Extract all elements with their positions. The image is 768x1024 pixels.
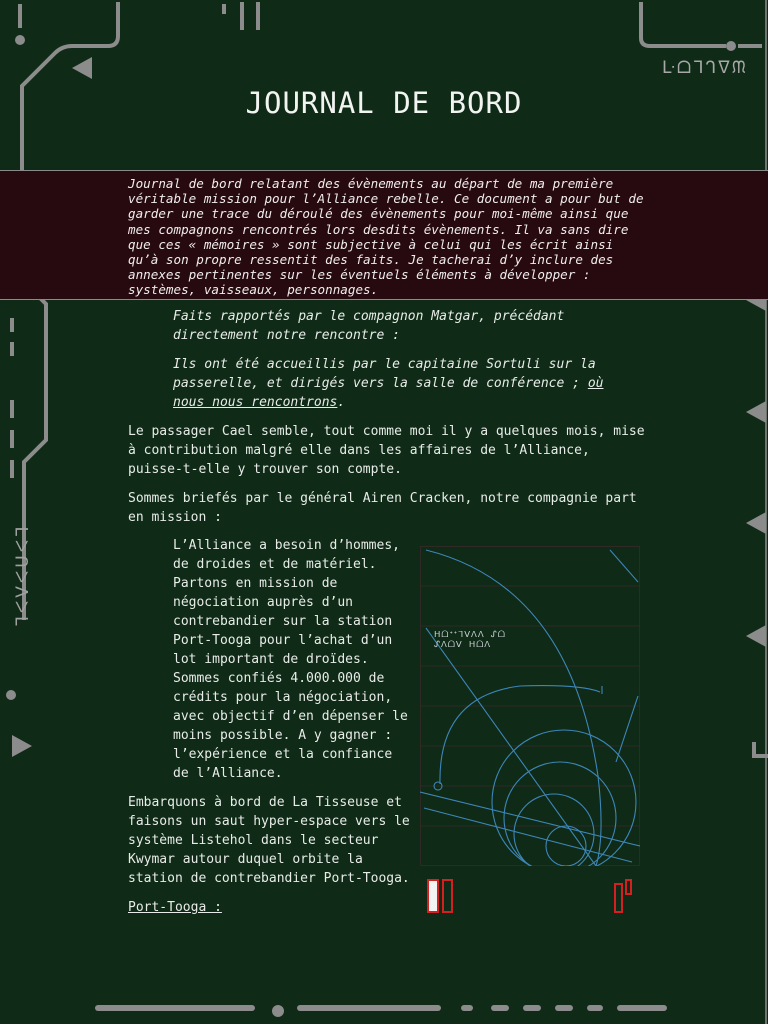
matgar-intro: Faits rapportés par le compagnon Matgar, précédant directement notre rencontre : bbox=[173, 309, 565, 343]
page-title: JOURNAL DE BORD bbox=[245, 86, 523, 120]
port-tooga-heading[interactable]: Port-Tooga : bbox=[128, 900, 222, 915]
aurebesh-glyphs-top-right: ᒷᗝᒣᒉᐁᙏ bbox=[662, 58, 748, 78]
intro-text: Journal de bord relatant des évènements au départ de ma première véritable mission pour l’Alliance rebelle. Ce document a pour but de garder une trace du déroulé des évènements pour moi-même ainsi que mes compagnons rencontrés lors desdits évènements. Il va sans dire que ces « mémoires » sont subjective à celui qui les écrit ainsi qu’à son propre ressentit des faits. Je tacherai d’y inclure des annexes pertinentes sur les éventuels éléments à développer : systèmes, vaisseaux, personnages. bbox=[128, 176, 644, 298]
mission-quote: L’Alliance a besoin d’hommes, de droides et de matériel. Partons en mission de négociation auprès d’un contrebandier sur la station Port-Tooga pour l’achat d’un lot important de droïdes. Sommes confiés 4.000.000 de crédits pour la négociation, avec objectif d’en dépenser le moins possible. A y gagner : l’expérience et la confiance de l’Alliance. bbox=[173, 538, 408, 781]
map-label bbox=[434, 630, 506, 650]
red-marker-right bbox=[612, 878, 636, 916]
red-marker-left bbox=[426, 878, 462, 916]
aurebesh-glyphs-left: ᒣᐸᐯᐸᑌᐸᒣ bbox=[13, 523, 33, 627]
star-system-map bbox=[420, 546, 640, 866]
cael-paragraph: Le passager Cael semble, tout comme moi il y a quelques mois, mise à contribution malgré elle dans les affaires de l’Alliance, puisse-t-elle y trouver son compte. bbox=[128, 424, 645, 477]
briefing-paragraph: Sommes briefés par le général Airen Cracken, notre compagnie part en mission : bbox=[128, 491, 637, 525]
matgar-quote-link[interactable]: où nous nous rencontrons bbox=[173, 376, 604, 410]
matgar-quote-end: . bbox=[337, 395, 346, 410]
matgar-quote-text: Ils ont été accueillis par le capitaine Sortuli sur la passerelle, et dirigés vers la salle de conférence ; bbox=[173, 357, 596, 391]
map-label-line-1: ᕼᗝᐩᐩᒣᐯᐱᐱ ᔑᗝ bbox=[434, 630, 506, 640]
intro-banner bbox=[0, 170, 768, 300]
matgar-quote bbox=[173, 355, 613, 412]
embark-paragraph: Embarquons à bord de La Tisseuse et faisons un saut hyper-espace vers le système Listehol dans le secteur Kwymar autour duquel orbite la station de contrebandier Port-Tooga. bbox=[128, 795, 410, 886]
map-label-line-2: ᔑᐱᗝᐯ ᕼᗝᐱ bbox=[434, 640, 492, 650]
